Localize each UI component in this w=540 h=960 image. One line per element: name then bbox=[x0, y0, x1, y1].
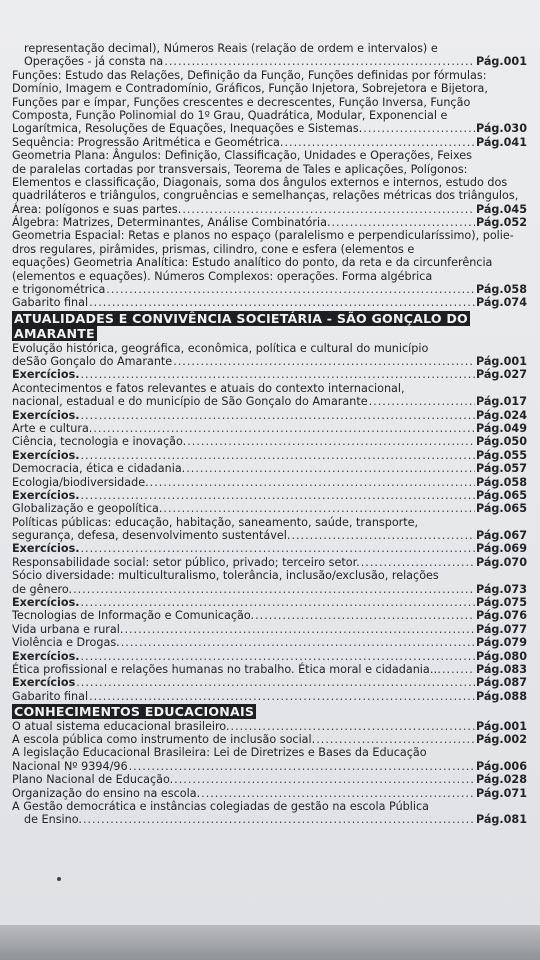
toc-entry-page: Pág.058 bbox=[475, 475, 527, 489]
dot-leader bbox=[173, 355, 475, 368]
toc-entry bbox=[12, 355, 527, 368]
toc-entry-text: Operações - já consta na bbox=[24, 55, 164, 69]
toc-entry bbox=[12, 256, 527, 269]
toc-entry bbox=[12, 489, 527, 502]
toc-entry-page: Pág.058 bbox=[475, 283, 527, 297]
toc-entry bbox=[12, 623, 527, 636]
toc-entry-text: Exercícios. bbox=[12, 542, 80, 556]
toc-entry-page: Pág.067 bbox=[475, 529, 527, 543]
toc-entry bbox=[12, 435, 527, 448]
section-heading-conhecimentos bbox=[12, 704, 527, 719]
dot-leader bbox=[73, 583, 475, 596]
dot-leader bbox=[332, 216, 475, 229]
toc-entry-text: Elementos e classificação, Diagonais, soma dos ângulos externos e internos, estudo dos bbox=[12, 175, 508, 189]
toc-entry-page: Pág.017 bbox=[475, 395, 527, 409]
toc-entry bbox=[12, 203, 527, 216]
toc-entry-text: e trigonométrica bbox=[12, 283, 106, 297]
dot-leader bbox=[81, 489, 475, 502]
toc-entry bbox=[12, 583, 527, 596]
toc-entry-page: Pág.052 bbox=[475, 216, 527, 230]
toc-entry-text: equações) Geometria Analítica: Estudo analítico do ponto, da reta e da circunferência bbox=[12, 256, 493, 270]
toc-entry-page: Pág.073 bbox=[475, 582, 527, 596]
toc-entry-page: Pág.030 bbox=[475, 122, 527, 136]
toc-entry-page: Pág.049 bbox=[475, 421, 527, 435]
toc-entry-text: segurança, defesa, desenvolvimento sustentável. bbox=[12, 529, 291, 543]
toc-entry-page: Pág.076 bbox=[475, 609, 527, 623]
dot-leader bbox=[76, 676, 475, 689]
dot-leader bbox=[164, 55, 475, 68]
toc-entry-page: Pág.079 bbox=[475, 636, 527, 650]
toc-entry bbox=[12, 243, 527, 256]
dot-leader bbox=[81, 449, 475, 462]
toc-entry bbox=[12, 462, 527, 475]
toc-entry-text: Plano Nacional de Educação. bbox=[12, 773, 174, 787]
toc-entry-text: Exercícios. bbox=[12, 448, 80, 462]
toc-entry-page: Pág.006 bbox=[475, 759, 527, 773]
toc-entry-text: Ecologia/biodiversidade. bbox=[12, 475, 149, 489]
toc-block-atualidades bbox=[12, 342, 527, 704]
dot-leader bbox=[106, 283, 475, 296]
toc-entry bbox=[12, 720, 527, 733]
toc-entry bbox=[12, 663, 527, 676]
toc-entry-text: Responsabilidade social: setor público, privado; terceiro setor. bbox=[12, 555, 360, 569]
dot-leader bbox=[124, 623, 475, 636]
toc-entry bbox=[12, 760, 527, 773]
toc-entry bbox=[12, 176, 527, 189]
toc-entry bbox=[12, 529, 527, 542]
toc-entry-text: Acontecimentos e fatos relevantes e atuais do contexto internacional, bbox=[12, 381, 405, 395]
toc-entry bbox=[12, 516, 527, 529]
toc-entry-page: Pág.074 bbox=[475, 296, 527, 310]
toc-entry-page: Pág.057 bbox=[475, 462, 527, 476]
toc-entry-text: O atual sistema educacional brasileiro. bbox=[12, 719, 230, 733]
toc-entry-text: Área: polígonos e suas partes. bbox=[12, 202, 182, 216]
toc-entry bbox=[12, 296, 527, 309]
toc-entry bbox=[12, 96, 527, 109]
toc-entry-page: Pág.083 bbox=[475, 663, 527, 676]
dot-leader bbox=[174, 773, 475, 786]
dot-leader bbox=[83, 813, 475, 826]
toc-entry bbox=[12, 55, 527, 68]
toc-entry-page: Pág.024 bbox=[475, 408, 527, 422]
toc-entry-text: Logarítmica, Resoluções de Equações, Inequações e Sistemas. bbox=[12, 122, 363, 136]
toc-entry-text: Geometria Espacial: Retas e planos no espaço (paralelismo e perpendicularíssimo), polie- bbox=[12, 229, 514, 243]
toc-entry-text: nacional, estadual e do município de São Gonçalo do Amarante bbox=[12, 395, 368, 409]
toc-entry bbox=[12, 409, 527, 422]
toc-entry-text: Exercícios. bbox=[12, 596, 80, 610]
toc-entry-text: Exercícios bbox=[12, 676, 76, 690]
toc-entry-page: Pág.087 bbox=[475, 676, 527, 690]
toc-entry-text: Tecnologias de Informação e Comunicação. bbox=[12, 609, 255, 623]
section-title-line2: AMARANTE bbox=[14, 326, 95, 342]
toc-entry bbox=[12, 800, 527, 813]
toc-entry-text: Nacional Nº 9394/96 bbox=[12, 759, 128, 773]
toc-entry-page: Pág.070 bbox=[475, 555, 527, 569]
dot-leader bbox=[363, 122, 475, 135]
dot-leader bbox=[150, 476, 475, 489]
toc-entry bbox=[12, 395, 527, 408]
dot-leader bbox=[291, 529, 475, 542]
toc-entry-page: Pág.065 bbox=[475, 488, 527, 502]
dot-leader bbox=[81, 650, 475, 663]
toc-entry-text: de gênero. bbox=[12, 582, 73, 596]
dot-leader bbox=[89, 690, 475, 703]
section-title: CONHECIMENTOS EDUCACIONAIS bbox=[14, 704, 255, 720]
toc-entry-text: Composta, Função Polinomial do 1º Grau, Quadrática, Modular, Exponencial e bbox=[12, 108, 448, 122]
toc-entry bbox=[12, 476, 527, 489]
toc-entry-page: Pág.075 bbox=[475, 596, 527, 610]
dot-leader bbox=[81, 542, 475, 555]
toc-entry bbox=[12, 149, 527, 162]
toc-entry-text: Exercícios. bbox=[12, 649, 80, 663]
toc-entry-page: Pág.081 bbox=[475, 813, 527, 827]
toc-entry bbox=[12, 69, 527, 82]
toc-entry-text: Ética profissional e relações humanas no trabalho. Ética moral e cidadania… bbox=[12, 663, 441, 676]
toc-entry-text: Álgebra: Matrizes, Determinantes, Análise Combinatória. bbox=[12, 216, 331, 230]
dot-leader bbox=[81, 596, 475, 609]
toc-entry-text: Políticas públicas: educação, habitação, saneamento, saúde, transporte, bbox=[12, 515, 419, 529]
toc-entry-text: Gabarito final bbox=[12, 296, 89, 310]
toc-entry-page: Pág.045 bbox=[475, 202, 527, 216]
toc-entry-page: Pág.001 bbox=[475, 55, 527, 69]
dot-leader bbox=[186, 462, 475, 475]
toc-entry bbox=[12, 773, 527, 786]
dot-leader bbox=[201, 787, 475, 800]
toc-entry-text: A Gestão democrática e instâncias colegiadas de gestão na escola Pública bbox=[12, 799, 430, 813]
toc-entry-page: Pág.069 bbox=[475, 542, 527, 556]
toc-entry bbox=[12, 733, 527, 746]
toc-entry bbox=[12, 556, 527, 569]
dot-leader bbox=[369, 395, 475, 408]
toc-entry-text: Geometria Plana: Ângulos: Definição, Classificação, Unidades e Operações, Feixes bbox=[12, 149, 472, 163]
toc-block-mathematics bbox=[12, 42, 527, 310]
toc-entry-page: Pág.077 bbox=[475, 622, 527, 636]
page-bottom-edge bbox=[0, 925, 540, 960]
toc-entry bbox=[12, 422, 527, 435]
toc-entry-page: Pág.027 bbox=[475, 368, 527, 382]
dot-leader bbox=[316, 733, 475, 746]
toc-entry bbox=[12, 650, 527, 663]
toc-entry-text: de paralelas cortadas por transversais, Teorema de Tales e aplicações, Polígonos: bbox=[12, 162, 468, 176]
toc-entry-page: Pág.088 bbox=[475, 689, 527, 703]
toc-entry bbox=[12, 690, 527, 703]
dot-leader bbox=[81, 409, 475, 422]
toc-entry bbox=[12, 502, 527, 515]
toc-entry-text: Funções: Estudo das Relações, Definição da Função, Funções definidas por fórmulas: bbox=[12, 68, 487, 82]
dot-leader bbox=[182, 203, 475, 216]
toc-entry bbox=[12, 229, 527, 242]
toc-block-conhecimentos bbox=[12, 720, 527, 827]
toc-entry bbox=[12, 382, 527, 395]
toc-entry-text: A legislação Educacional Brasileira: Lei de Diretrizes e Bases da Educação bbox=[12, 746, 427, 760]
toc-entry-text: representação decimal), Números Reais (relação de ordem e intervalos) e bbox=[24, 42, 438, 55]
toc-entry-text: (elementos e equações). Números Complexos: operações. Forma algébrica bbox=[12, 269, 433, 283]
toc-entry bbox=[12, 542, 527, 555]
toc-entry-text: Domínio, Imagem e Contradomínio, Gráficos, Função Injetora, Sobrejetora e Bijetora, bbox=[12, 82, 488, 96]
toc-entry-text: Violência e Drogas. bbox=[12, 636, 120, 650]
ink-dot bbox=[57, 877, 61, 881]
toc-entry bbox=[12, 609, 527, 622]
toc-entry bbox=[12, 163, 527, 176]
toc-entry-text: Arte e cultura. bbox=[12, 421, 93, 435]
dot-leader bbox=[163, 502, 475, 515]
toc-entry bbox=[12, 189, 527, 202]
dot-leader bbox=[89, 296, 475, 309]
toc-entry-text: Ciência, tecnologia e inovação. bbox=[12, 435, 187, 449]
dot-leader bbox=[231, 720, 475, 733]
toc-entry bbox=[12, 136, 527, 149]
toc-entry bbox=[12, 109, 527, 122]
dot-leader bbox=[442, 663, 475, 676]
toc-entry-page: Pág.071 bbox=[475, 786, 527, 800]
toc-entry-text: Sócio diversidade: multiculturalismo, tolerância, inclusão/exclusão, relações bbox=[12, 569, 439, 583]
toc-entry bbox=[12, 813, 527, 826]
toc-entry-page: Pág.041 bbox=[475, 135, 527, 149]
toc-entry bbox=[12, 596, 527, 609]
toc-entry-page: Pág.028 bbox=[475, 773, 527, 787]
dot-leader bbox=[121, 636, 475, 649]
toc-entry bbox=[12, 636, 527, 649]
toc-entry-text: A escola pública como instrumento de inclusão social. bbox=[12, 732, 316, 746]
toc-entry-text: quadriláteros e triângulos, congruências e semelhanças, relações métricas dos triângulos, bbox=[12, 189, 519, 203]
dot-leader bbox=[129, 760, 475, 773]
dot-leader bbox=[255, 609, 475, 622]
toc-entry-page: Pág.065 bbox=[475, 502, 527, 516]
toc-entry bbox=[12, 82, 527, 95]
dot-leader bbox=[361, 556, 475, 569]
toc-entry bbox=[12, 42, 527, 55]
toc-entry-text: Gabarito final bbox=[12, 689, 89, 703]
toc-entry-text: Democracia, ética e cidadania. bbox=[12, 462, 186, 476]
dot-leader bbox=[81, 368, 475, 381]
section-title-line1: ATUALIDADES E CONVIVÊNCIA SOCIETÁRIA - SÃO GONÇALO DO bbox=[14, 310, 468, 326]
toc-entry bbox=[12, 270, 527, 283]
toc-entry-text: Vida urbana e rural. bbox=[12, 622, 124, 636]
toc-entry-text: Exercícios. bbox=[12, 368, 80, 382]
toc-entry bbox=[12, 342, 527, 355]
toc-entry-page: Pág.055 bbox=[475, 448, 527, 462]
toc-entry-text: Funções par e ímpar, Funções crescentes e decrescentes, Função Inversa, Função bbox=[12, 95, 471, 109]
dot-leader bbox=[93, 422, 475, 435]
toc-entry bbox=[12, 787, 527, 800]
toc-entry-page: Pág.001 bbox=[475, 719, 527, 733]
toc-entry-text: de Ensino. bbox=[24, 813, 82, 827]
toc-entry bbox=[12, 569, 527, 582]
toc-entry bbox=[12, 449, 527, 462]
toc-entry bbox=[12, 746, 527, 759]
toc-entry bbox=[12, 216, 527, 229]
toc-entry-text: Organização do ensino na escola. bbox=[12, 786, 201, 800]
toc-entry bbox=[12, 368, 527, 381]
toc-entry-page: Pág.002 bbox=[475, 732, 527, 746]
table-of-contents bbox=[12, 42, 527, 827]
toc-entry-text: Evolução histórica, geográfica, econômica, política e cultural do município bbox=[12, 341, 429, 355]
toc-entry-page: Pág.001 bbox=[475, 355, 527, 369]
toc-entry-text: dros regulares, pirâmides, prismas, cilindro, cone e esfera (elementos e bbox=[12, 242, 415, 256]
toc-entry bbox=[12, 676, 527, 689]
toc-entry bbox=[12, 122, 527, 135]
toc-entry-page: Pág.050 bbox=[475, 435, 527, 449]
dot-leader bbox=[284, 136, 474, 149]
dot-leader bbox=[187, 435, 475, 448]
toc-entry bbox=[12, 283, 527, 296]
toc-entry-page: Pág.080 bbox=[475, 649, 527, 663]
toc-entry-text: Exercícios. bbox=[12, 408, 80, 422]
toc-entry-text: deSão Gonçalo do Amarante bbox=[12, 355, 173, 369]
toc-entry-text: Globalização e geopolítica. bbox=[12, 502, 163, 516]
toc-entry-text: Exercícios. bbox=[12, 488, 80, 502]
section-heading-atualidades bbox=[12, 311, 527, 342]
toc-entry-text: Sequência: Progressão Aritmética e Geométrica. bbox=[12, 135, 284, 149]
